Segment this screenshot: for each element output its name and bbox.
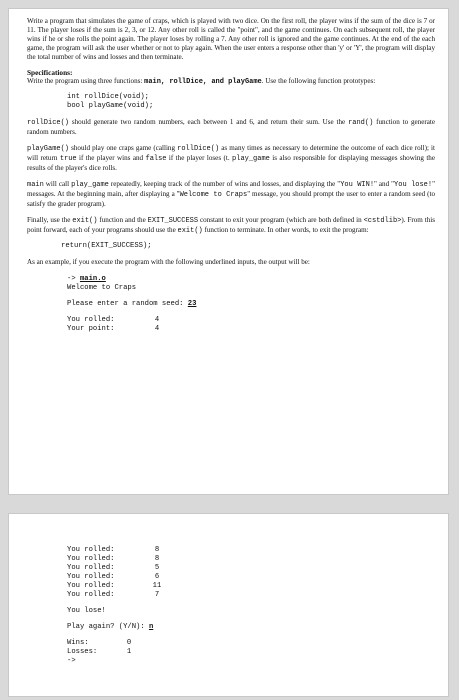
function-prototypes — [67, 93, 435, 111]
sample-output-part1 — [67, 275, 435, 334]
specifications-paragraph: Write the program using three functions: main, rollDice, and playGame. Use the following function prototypes: — [27, 77, 376, 87]
roll-line: You rolled: 11 — [67, 582, 162, 590]
exit-paragraph: Finally, use the exit() function and the EXIT_SUCCESS constant to exit your program (which are both defined in <cstdlib>). From this point forward, each of your programs should use the exit() function to terminate. In other words, to exit the program: — [27, 215, 435, 235]
roll-line: You rolled: 8 — [67, 546, 160, 554]
losses-line: Losses: 1 — [67, 648, 132, 656]
prototype-playgame: bool playGame(void); — [67, 102, 154, 111]
prototype-rolldice: int rollDice(void); — [67, 93, 149, 102]
intro-paragraph: Write a program that simulates the game of craps, which is played with two dice. On the first roll, the player wins if the sum of the dice is 7 or 11. The player loses if the sum is 2, 3, or 12. Any other roll is called the "point", and the game continues. On each subsequent roll, the player wins if he or she rolls the point again. The player loses by rolling a 7. Any other roll is ignored and the game continues. At the end of the each game, the program will ask the user whether or not to play again. When the user enters a response other than 'y' or 'Y', the program will display the total number of wins and losses and then terminate. — [27, 17, 435, 61]
return-statement: return(EXIT_SUCCESS); — [61, 242, 152, 251]
specifications-heading: Specifications: — [27, 67, 73, 77]
welcome-line: Welcome to Craps — [67, 284, 137, 293]
command-line: -> main.o — [67, 275, 106, 284]
seed-prompt-line: Please enter a random seed: 23 — [67, 300, 197, 309]
example-paragraph: As an example, if you execute the program with the following underlined inputs, the output will be: — [27, 258, 310, 267]
final-prompt-line: -> — [67, 657, 76, 665]
document-page-1 — [8, 8, 449, 495]
roll-line: You rolled: 4 — [67, 316, 160, 325]
wins-line: Wins: 0 — [67, 639, 132, 647]
main-paragraph: main will call play_game repeatedly, keeping track of the number of wins and losses, and displaying the "You WIN!" and "You lose!" messages. At the beginning main, after displaying a "Welcome to Craps" message, you should prompt the user to enter a random seed (to satisfy the grader program). — [27, 179, 436, 208]
point-line: Your point: 4 — [67, 325, 160, 334]
roll-line: You rolled: 6 — [67, 573, 160, 581]
play-again-line: Play again? (Y/N): n — [67, 623, 154, 631]
rolldice-paragraph: rollDice() should generate two random numbers, each between 1 and 6, and return their sum. Use the rand() function to generate random numbers. — [27, 118, 435, 137]
page-gap — [0, 496, 459, 512]
document-page-2 — [8, 513, 449, 697]
result-line: You lose! — [67, 607, 106, 615]
roll-line: You rolled: 7 — [67, 591, 160, 599]
roll-line: You rolled: 8 — [67, 555, 160, 563]
sample-output-part2 — [67, 526, 435, 666]
playgame-paragraph: playGame() should play one craps game (calling rollDice() as many times as necessary to determine the outcome of each dice roll); it will return true if the player wins and false if the player loses (t. play_game is also responsible for displaying messages showing the results of the player's dice rolls. — [27, 144, 435, 172]
roll-line: You rolled: 5 — [67, 564, 160, 572]
